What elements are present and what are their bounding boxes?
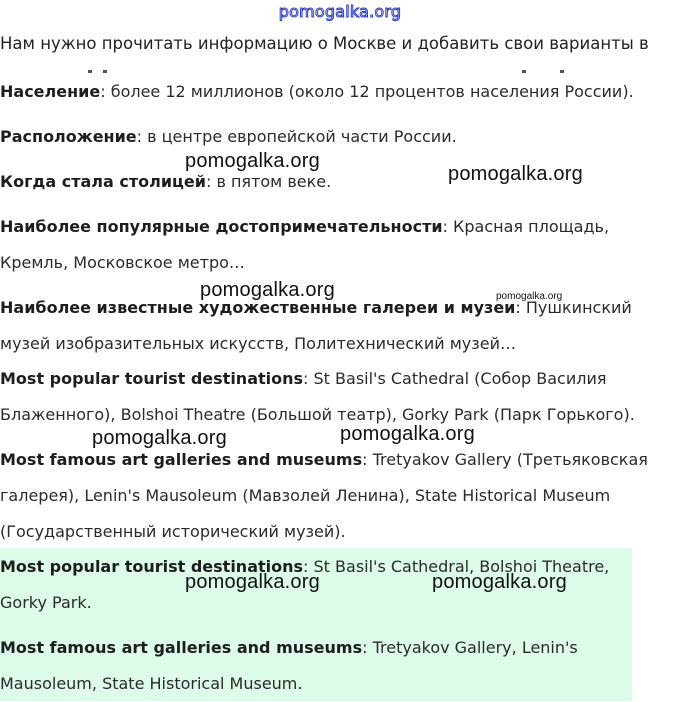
fact-text: Пушкинский музей изобразительных искусств, Политехнический музей… — [0, 298, 632, 353]
fact-landmarks: Наиболее популярные достопримечательности: Красная площадь, Кремль, Московское метро… — [0, 217, 610, 272]
fact-label: Расположение — [0, 127, 137, 146]
watermark: pomogalka.org — [92, 427, 227, 449]
watermark: pomogalka.org — [340, 423, 475, 445]
watermark: pomogalka.org — [448, 163, 583, 185]
watermark: pomogalka.org — [185, 571, 320, 593]
watermark: pomogalka.org — [200, 279, 335, 301]
fact-text: в центре европейской части России. — [147, 127, 457, 146]
watermark-small: pomogalka.org — [496, 291, 563, 302]
fact-text: Красная площадь, Кремль, Московское метро… — [0, 217, 610, 272]
fact-art-galleries: Most famous art galleries and museums: Tretyakov Gallery (Третьяковская галерея), Lenin's Mausoleum (Мавзолей Ленина), State Historical Museum (Государственный исторический музей). — [0, 450, 648, 541]
fact-text: Tretyakov Gallery (Третьяковская галерея), Lenin's Mausoleum (Мавзолей Ленина), State Historical Museum (Государственный исторический музей). — [0, 450, 648, 541]
answer-art-galleries: Most famous art galleries and museums: Tretyakov Gallery, Lenin's Mausoleum, State Historical Museum. — [0, 638, 578, 693]
intro-text: Нам нужно прочитать информацию о Москве и добавить свои варианты в — [0, 34, 649, 53]
header-watermark: pomogalka.org — [278, 2, 402, 21]
fact-text: St Basil's Cathedral (Собор Василия Блаженного), Bolshoi Theatre (Большой театр), Gorky Park (Парк Горького). — [0, 369, 635, 424]
fact-label: Наиболее популярные достопримечательности — [0, 217, 443, 236]
watermark: pomogalka.org — [432, 571, 567, 593]
fact-population: Население: более 12 миллионов (около 12 процентов населения России). — [0, 82, 634, 101]
fact-label: Население — [0, 82, 101, 101]
answer-text: Tretyakov Gallery, Lenin's Mausoleum, State Historical Museum. — [0, 638, 578, 693]
fact-text: более 12 миллионов (около 12 процентов населения России). — [110, 82, 634, 101]
fact-label: Most famous art galleries and museums — [0, 450, 363, 469]
fact-label: Most popular tourist destinations — [0, 369, 304, 388]
fact-museums: Наиболее известные художественные галереи и музеи: Пушкинский музей изобразительных искусств, Политехнический музей… — [0, 298, 632, 353]
answer-tourist-destinations: Most popular tourist destinations: St Basil's Cathedral, Bolshoi Theatre, Gorky Park. — [0, 557, 610, 612]
fact-location: Расположение: в центре европейской части России. — [0, 127, 457, 146]
fact-capital-since: Когда стала столицей: в пятом веке. — [0, 172, 332, 191]
answer-label: Most popular tourist destinations — [0, 557, 304, 576]
fact-label: Наиболее известные художественные галереи и музеи — [0, 298, 516, 317]
fact-text: в пятом веке. — [216, 172, 332, 191]
answer-label: Most famous art galleries and museums — [0, 638, 363, 657]
fact-label: Когда стала столицей — [0, 172, 206, 191]
watermark: pomogalka.org — [185, 150, 320, 172]
fact-tourist-destinations: Most popular tourist destinations: St Basil's Cathedral (Собор Василия Блаженного), Bolshoi Theatre (Большой театр), Gorky Park (Парк Горького). — [0, 369, 635, 424]
answer-text: St Basil's Cathedral, Bolshoi Theatre, Gorky Park. — [0, 557, 610, 612]
